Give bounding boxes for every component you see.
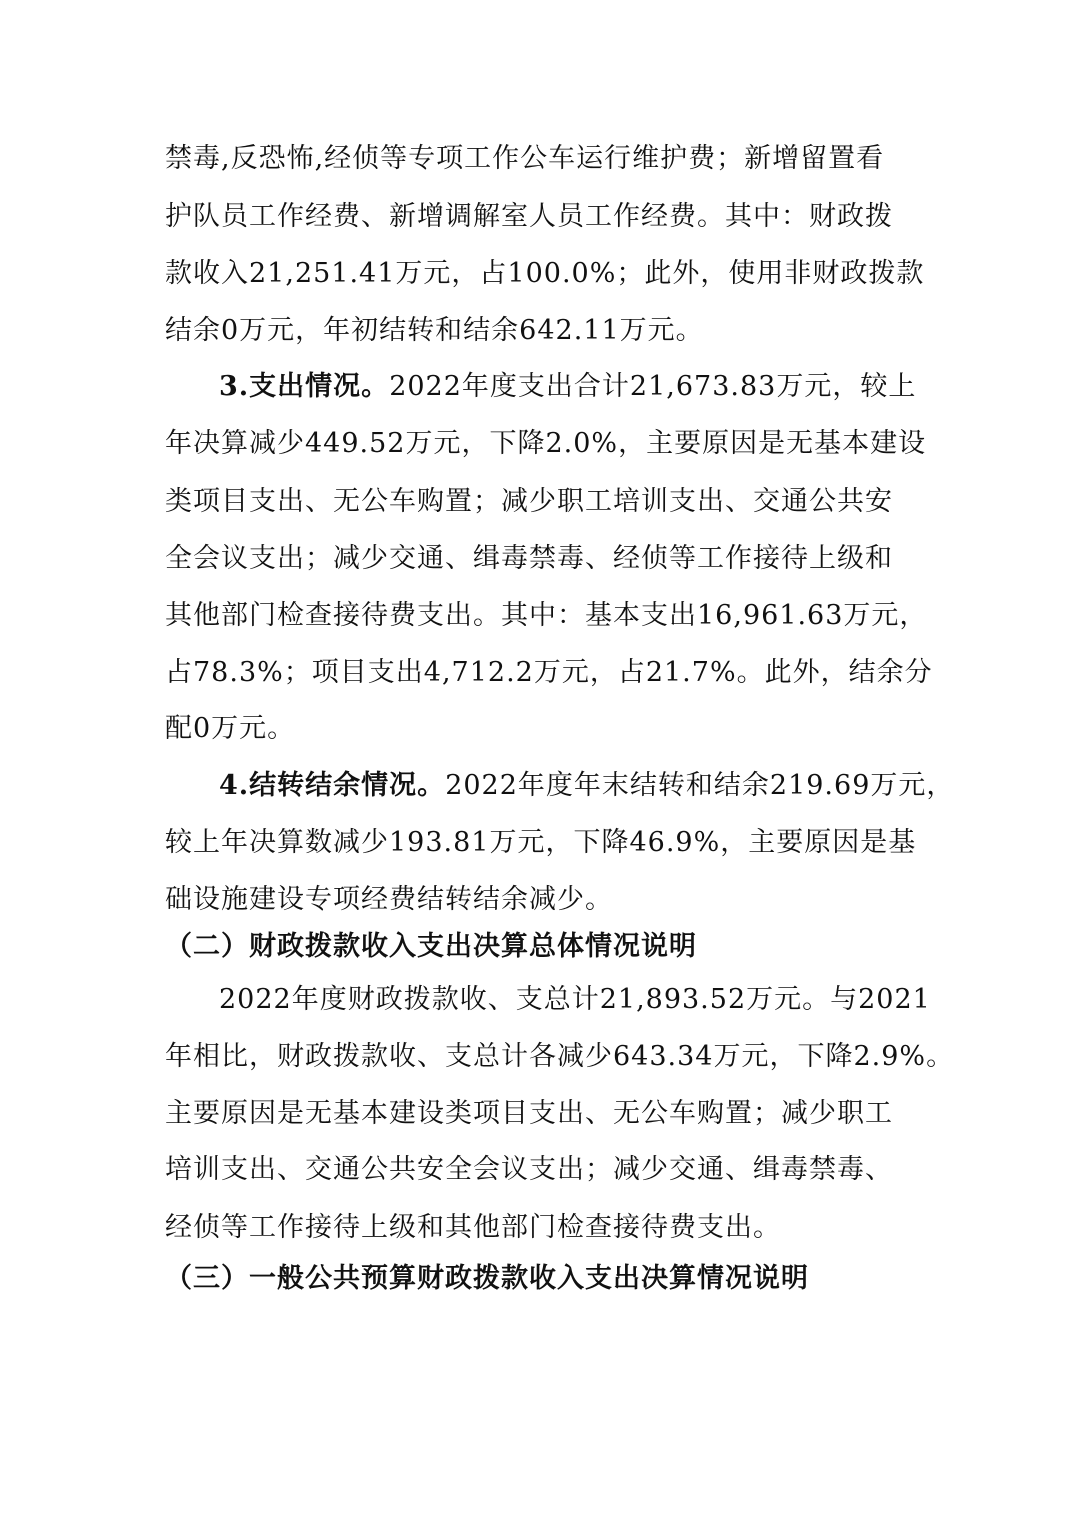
paragraph-line: 2022年度财政拨款收、支总计21,893.52万元。与2021 — [219, 984, 931, 1015]
paragraph-line: 培训支出、交通公共安全会议支出；减少交通、缉毒禁毒、 — [165, 1154, 893, 1185]
paragraph-line: 全会议支出；减少交通、缉毒禁毒、经侦等工作接待上级和 — [165, 543, 893, 574]
paragraph-line: 配0万元。 — [165, 713, 296, 744]
section-4-first-line-text: 2022年度年末结转和结余219.69万元， — [445, 770, 955, 801]
paragraph-line: 占78.3%；项目支出4,712.2万元，占21.7%。此外，结余分 — [165, 657, 933, 688]
section-3-first-line-text: 2022年度支出合计21,673.83万元，较上 — [389, 371, 917, 402]
paragraph-line: 础设施建设专项经费结转结余减少。 — [165, 884, 613, 915]
paragraph-line: 类项目支出、无公车购置；减少职工培训支出、交通公共安 — [165, 486, 893, 517]
paragraph-line: 年决算减少449.52万元，下降2.0%，主要原因是无基本建设 — [165, 428, 927, 459]
section-heading-2: （二）财政拨款收入支出决算总体情况说明 — [165, 931, 697, 962]
section-heading-3: （三）一般公共预算财政拨款收入支出决算情况说明 — [165, 1263, 809, 1294]
section-3-lead: 3.支出情况。 — [219, 371, 390, 402]
section-4-lead: 4.结转结余情况。 — [219, 770, 446, 801]
paragraph-line: 经侦等工作接待上级和其他部门检查接待费支出。 — [165, 1212, 781, 1243]
paragraph-line: 款收入21,251.41万元，占100.0%；此外，使用非财政拨款 — [165, 258, 925, 289]
section-3-first-line — [219, 367, 916, 407]
paragraph-line: 较上年决算数减少193.81万元，下降46.9%，主要原因是基 — [165, 827, 917, 858]
paragraph-line: 护队员工作经费、新增调解室人员工作经费。其中：财政拨 — [165, 201, 893, 232]
paragraph-line: 结余0万元，年初结转和结余642.11万元。 — [165, 315, 704, 346]
paragraph-line: 主要原因是无基本建设类项目支出、无公车购置；减少职工 — [165, 1098, 893, 1129]
paragraph-line: 其他部门检查接待费支出。其中：基本支出16,961.63万元， — [165, 600, 928, 631]
paragraph-line: 禁毒,反恐怖,经侦等专项工作公车运行维护费；新增留置看 — [165, 143, 885, 174]
section-4-first-line — [219, 766, 954, 806]
paragraph-line: 年相比，财政拨款收、支总计各减少643.34万元，下降2.9%。 — [165, 1041, 955, 1072]
